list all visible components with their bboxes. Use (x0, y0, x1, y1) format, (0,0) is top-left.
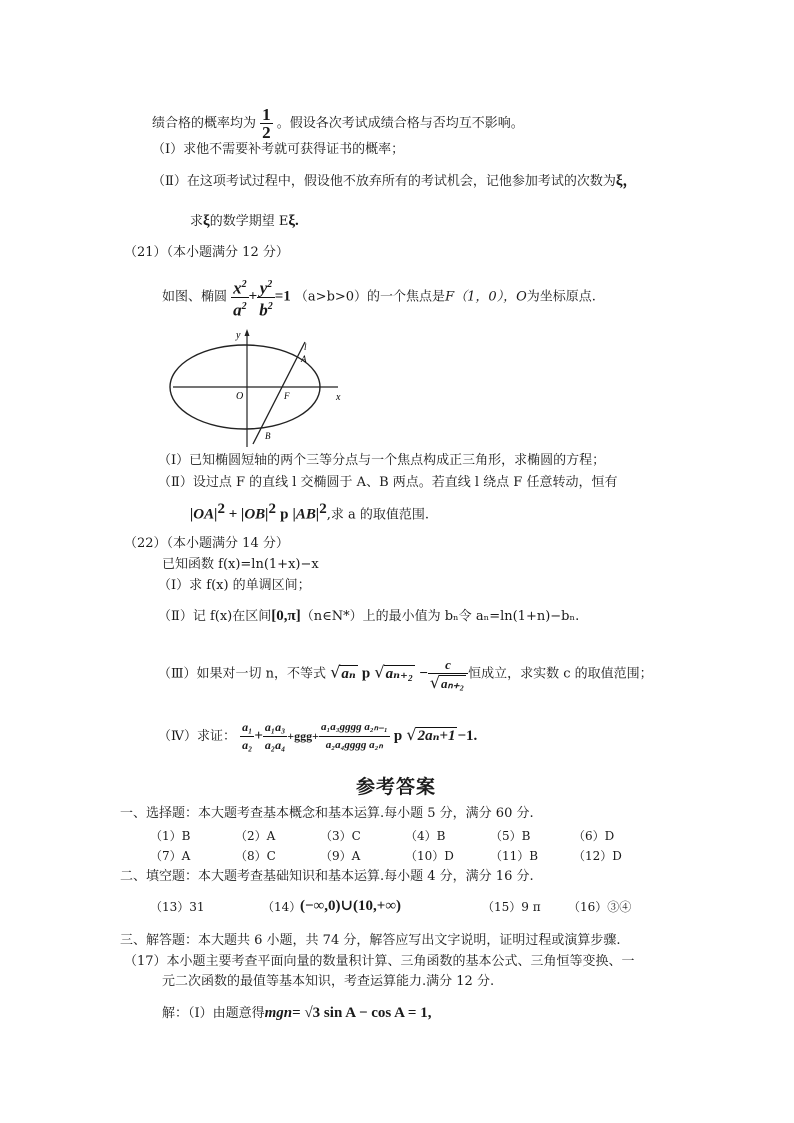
q17-desc-2: 元二次函数的最值等基本知识，考查运算能力.满分 12 分. (162, 974, 495, 989)
section-3-heading: 三、解答题：本大题共 6 小题，共 74 分，解答应写出文字说明，证明过程或演算步骤. (120, 933, 621, 948)
q20-part1: （Ⅰ）求他不需要补考就可获得证书的概率； (152, 142, 405, 157)
q21-heading: （21）（本小题满分 12 分） (124, 245, 289, 260)
xi-symbol: ξ. (288, 213, 299, 229)
num: a₁a₃ (263, 719, 287, 737)
q17-solution (162, 1004, 431, 1023)
den: a₂a₄ (264, 738, 286, 752)
fill-answer: （16）③④ (568, 900, 632, 914)
minus-one: −1. (457, 728, 478, 744)
text: 的数学期望 E (209, 214, 289, 229)
b-var: b (259, 300, 268, 320)
num: a₁a₃gggg a₂ₙ₋₁ (319, 719, 390, 737)
q22-part1: （Ⅰ）求 f(x) 的单调区间； (158, 578, 311, 593)
ellipse-x-fraction: $\frac{x^2}{a^2}$ (231, 276, 249, 318)
sqrt-an: aₙ (341, 665, 356, 682)
dots: +ggg+ (287, 729, 319, 743)
q22-part3: （Ⅲ）如果对一切 n，不等式 √aₙ p √aₙ₊₂ − $\frac{c}{\text{√aₙ₊₂}}$ 恒成立，求实数 c 的取值范围； (158, 657, 653, 692)
fill-answer: （14） (262, 900, 302, 914)
frac-2 (263, 719, 287, 754)
text: （Ⅳ）求证： (158, 729, 236, 744)
frac-1 (240, 719, 254, 754)
vec-OA: |OA| (190, 506, 218, 523)
choice-answer: （10）D (405, 849, 454, 863)
solution-eq: = √3 sin A − cos A = 1, (292, 1005, 432, 1021)
den: a₂ (242, 738, 253, 752)
den: a₂a₄gggg a₂ₙ (325, 739, 383, 751)
text: （a>b>0）的一个焦点是 (294, 289, 446, 305)
frac-num: 1 (262, 105, 271, 124)
frac-den: 2 (262, 123, 271, 142)
text: 如图、椭圆 (162, 289, 228, 305)
fill-answer: （15）9 π (482, 900, 541, 914)
num: a₁ (240, 719, 254, 737)
c-fraction: $\frac{c}{\text{√aₙ₊₂}}$ (428, 656, 468, 692)
choice-answer: （9）A (320, 849, 361, 863)
fill-answer-interval: (−∞,0)∪(10,+∞) (300, 898, 402, 914)
ineq-p: p (361, 665, 371, 682)
section-1-heading: 一、选择题：本大题考查基本概念和基本运算.每小题 5 分，满分 60 分. (120, 806, 534, 821)
q20-part2-line2 (190, 212, 299, 231)
choice-answer: （7）A (150, 849, 191, 863)
q21-part2: （Ⅱ）设过点 F 的直线 l 交椭圆于 A、B 两点。若直线 l 绕点 F 任意转动，恒有 (158, 475, 618, 490)
q20-intro-text: 绩合格的概率均为 (152, 116, 257, 131)
fig-label-y: y (236, 330, 241, 341)
q21-intro: 如图、椭圆 $\frac{x^2}{a^2}$ + $\frac{y^2}{b^2}$ =1 （a>b>0）的一个焦点是F（1，0），O为坐标原点. (162, 276, 596, 318)
text: ,求 a 的取值范围. (326, 507, 429, 523)
fig-label-l: l (304, 342, 307, 352)
choice-answer: （4）B (405, 829, 446, 843)
y-var: y (259, 278, 268, 298)
ineq-p: p (280, 506, 289, 523)
text: （Ⅲ）如果对一切 n，不等式 (158, 666, 327, 682)
choice-answer: （3）C (320, 829, 361, 843)
choice-answer: （1）B (150, 829, 191, 843)
fig-label-O: O (236, 391, 244, 402)
section-2-heading: 二、填空题：本大题考查基础知识和基本运算.每小题 4 分，满分 16 分. (120, 869, 534, 884)
choice-answer: （6）D (573, 829, 615, 843)
choice-answer: （12）D (573, 849, 622, 863)
q22-heading: （22）（本小题满分 14 分） (124, 536, 289, 551)
choice-answer: （2）A (235, 829, 276, 843)
q21-inequality: $|OA|^2 + |OB|^2$ p $|AB|^2$,求 a 的取值范围. (190, 501, 429, 523)
q20-intro-text-b: 。假设各次考试成绩合格与否均互不影响。 (276, 116, 524, 131)
vec-OB: |OB| (241, 506, 269, 523)
vec-AB: |AB| (292, 506, 320, 523)
focus-point: F（1，0）， (445, 289, 517, 305)
text: 解：（Ⅰ）由题意得 (162, 1006, 265, 1021)
sqrt-an2: aₙ₊₂ (385, 665, 414, 682)
fig-label-A: A (301, 354, 307, 364)
sqrt-2an1: 2aₙ+1 (417, 728, 456, 744)
q20-part2-text: （Ⅱ）在这项考试过程中，假设他不放弃所有的考试机会，记他参加考试的次数为 (152, 174, 616, 189)
sqrt-an2-den: aₙ₊₂ (441, 676, 465, 691)
choice-answer: （11）B (490, 849, 539, 863)
xi-symbol: ξ (203, 213, 210, 229)
a-var: a (233, 300, 242, 320)
mn-product: mgn (264, 1005, 293, 1021)
ineq-p: p (393, 728, 403, 744)
text: 恒成立，求实数 c 的取值范围； (468, 666, 653, 682)
text: （Ⅱ）记 f(x)在区间 (158, 609, 272, 624)
q22-function: 已知函数 f(x)=ln(1+x)−x (162, 557, 319, 572)
c-var: c (428, 656, 468, 674)
equals-one: =1 (274, 288, 291, 305)
x-var: x (233, 278, 242, 298)
choice-answer: （5）B (490, 829, 531, 843)
fig-label-B: B (265, 431, 271, 441)
text: 为坐标原点. (526, 289, 596, 305)
ellipse-figure (168, 322, 348, 452)
ellipse-y-fraction: $\frac{y^2}{b^2}$ (257, 276, 275, 318)
text: （n∈N*）上的最小值为 bₙ令 aₙ=ln(1+n)−bₙ. (300, 609, 580, 624)
answers-title: 参考答案 (356, 776, 437, 798)
q20-part2 (152, 172, 638, 191)
y-axis-arrow (245, 329, 250, 336)
origin-label: O (516, 289, 527, 305)
frac-3 (319, 719, 390, 754)
line-l (253, 342, 305, 444)
interval: [0,π] (271, 608, 301, 624)
q21-part1: （Ⅰ）已知椭圆短轴的两个三等分点与一个焦点构成正三角形，求椭圆的方程； (158, 453, 606, 468)
text: 求 (190, 214, 204, 229)
q20-intro (152, 106, 524, 141)
choice-answer: （8）C (235, 849, 276, 863)
fig-label-F: F (284, 391, 290, 401)
fill-answer: （13）31 (150, 900, 205, 914)
q22-part2 (158, 607, 579, 626)
xi-symbol: ξ， (615, 173, 638, 189)
q20-fraction (260, 106, 273, 141)
q17-desc-1: （17）本小题主要考查平面向量的数量积计算、三角函数的基本公式、三角恒等变换、一 (124, 954, 635, 969)
q22-part4: （Ⅳ）求证： $\frac{\text{a₁}}{\text{a₂}}$ + $\frac{\text{a₁a₃}}{\text{a₂a₄}}$ +ggg+ $\frac{\text{a₁a₃gggg a₂ₙ₋₁}}{\text{a₂a₄gggg a₂ₙ}}$ p √2aₙ+1 −1. (158, 720, 478, 752)
fig-label-x: x (336, 392, 341, 403)
